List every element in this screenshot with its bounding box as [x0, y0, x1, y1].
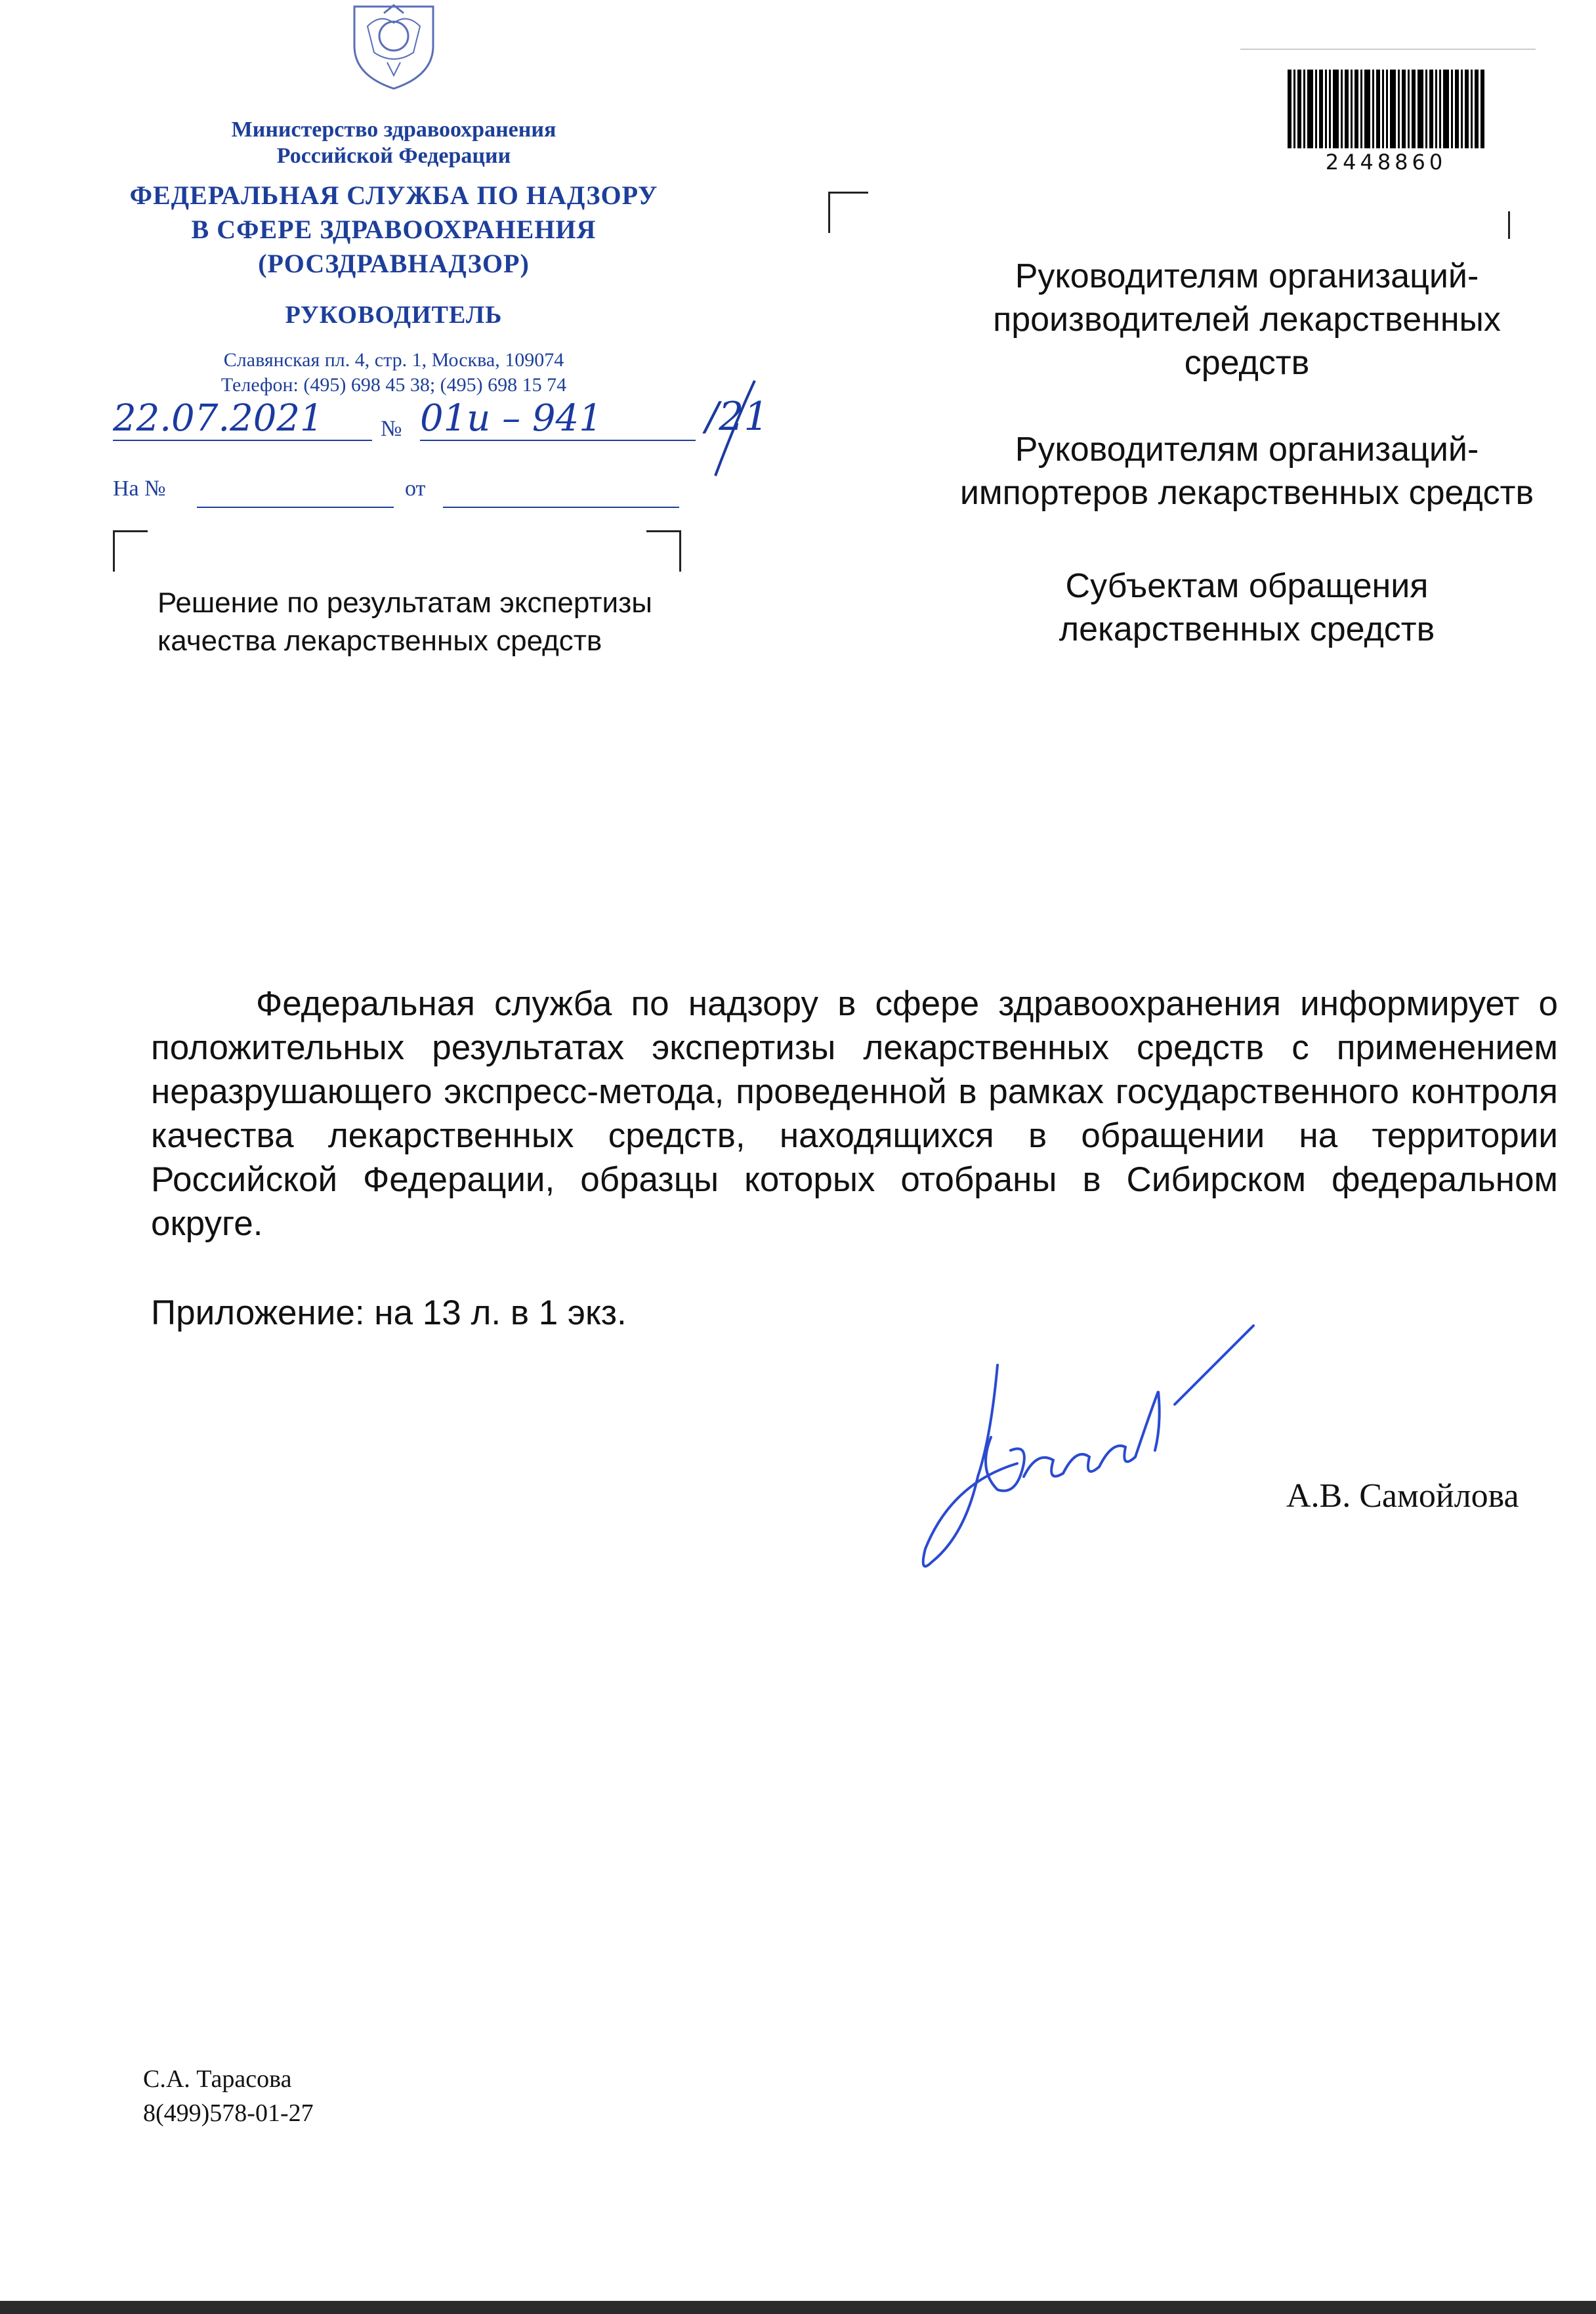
coat-of-arms-icon [348, 0, 440, 92]
ref-number-field [197, 507, 394, 508]
subject-line-2: качества лекарственных средств [158, 625, 602, 657]
addressee-bracket-left [828, 192, 868, 233]
subject-line-1: Решение по результатам экспертизы [158, 587, 652, 619]
addressee-bracket-right [1508, 211, 1510, 239]
executor-name: С.А. Тарасова [143, 2065, 292, 2093]
addressee-3-line-1: Субъектам обращения [1065, 567, 1429, 605]
ministry-line-2: Российской Федерации [276, 144, 511, 168]
ref-date-field [443, 507, 679, 508]
signatory-name: А.В. Самойлова [1286, 1477, 1519, 1515]
number-sign: № [381, 417, 402, 441]
barcode-top-line [1240, 49, 1536, 50]
addressee-1-line-2: производителей лекарственных [993, 301, 1501, 339]
service-name [66, 179, 722, 281]
contact-block [66, 348, 722, 398]
executor-block [143, 2062, 314, 2130]
signature-icon [912, 1319, 1267, 1582]
executor-phone: 8(499)578-01-27 [143, 2099, 314, 2127]
appendix-line: Приложение: на 13 л. в 1 экз. [151, 1294, 627, 1332]
ministry-name [66, 117, 722, 169]
barcode-number: 2448860 [1325, 150, 1447, 175]
address: Славянская пл. 4, стр. 1, Москва, 109074 [223, 349, 564, 371]
subject-bracket-left [113, 530, 148, 572]
registration-number: 01и – 941 [420, 397, 696, 441]
registration-date: 22.07.2021 [113, 397, 372, 441]
service-line-2: В СФЕРЕ ЗДРАВООХРАНЕНИЯ [191, 215, 597, 244]
service-line-1: ФЕДЕРАЛЬНАЯ СЛУЖБА ПО НАДЗОРУ [129, 180, 658, 210]
phone: Телефон: (495) 698 45 38; (495) 698 15 74 [220, 374, 567, 396]
addressee-importers [919, 428, 1575, 515]
ref-label: На № [113, 476, 166, 501]
subject-bracket-right [646, 530, 681, 572]
ministry-line-1: Министерство здравоохранения [231, 117, 556, 142]
barcode-icon [1288, 70, 1484, 148]
addressee-manufacturers [919, 255, 1575, 385]
service-line-3: (РОСЗДРАВНАДЗОР) [258, 249, 530, 278]
scan-edge [0, 2301, 1596, 2314]
addressee-subjects [919, 564, 1575, 651]
position-title: РУКОВОДИТЕЛЬ [285, 301, 503, 329]
ref-from-label: от [405, 476, 426, 501]
subject [158, 584, 748, 660]
addressee-1-line-1: Руководителям организаций- [1015, 257, 1479, 295]
addressee-1-line-3: средств [1184, 344, 1310, 382]
addressee-3-line-2: лекарственных средств [1059, 610, 1435, 648]
registration-suffix: /21 [705, 394, 769, 440]
slash-mark-icon [696, 377, 761, 482]
addressee-2-line-2: импортеров лекарственных средств [959, 474, 1534, 512]
addressee-2-line-1: Руководителям организаций- [1015, 431, 1479, 469]
body-paragraph: Федеральная служба по надзору в сфере здравоохранения информирует о положительных результатах экспертизы лекарственных средств с применением неразрушающего экспресс-метода, проведенной в рамках государственного контроля качества лекарственных средств, находящихся в обращении на территории Российской Федерации, образцы которых отобраны в Сибирском федеральном округе. [151, 984, 1558, 1243]
